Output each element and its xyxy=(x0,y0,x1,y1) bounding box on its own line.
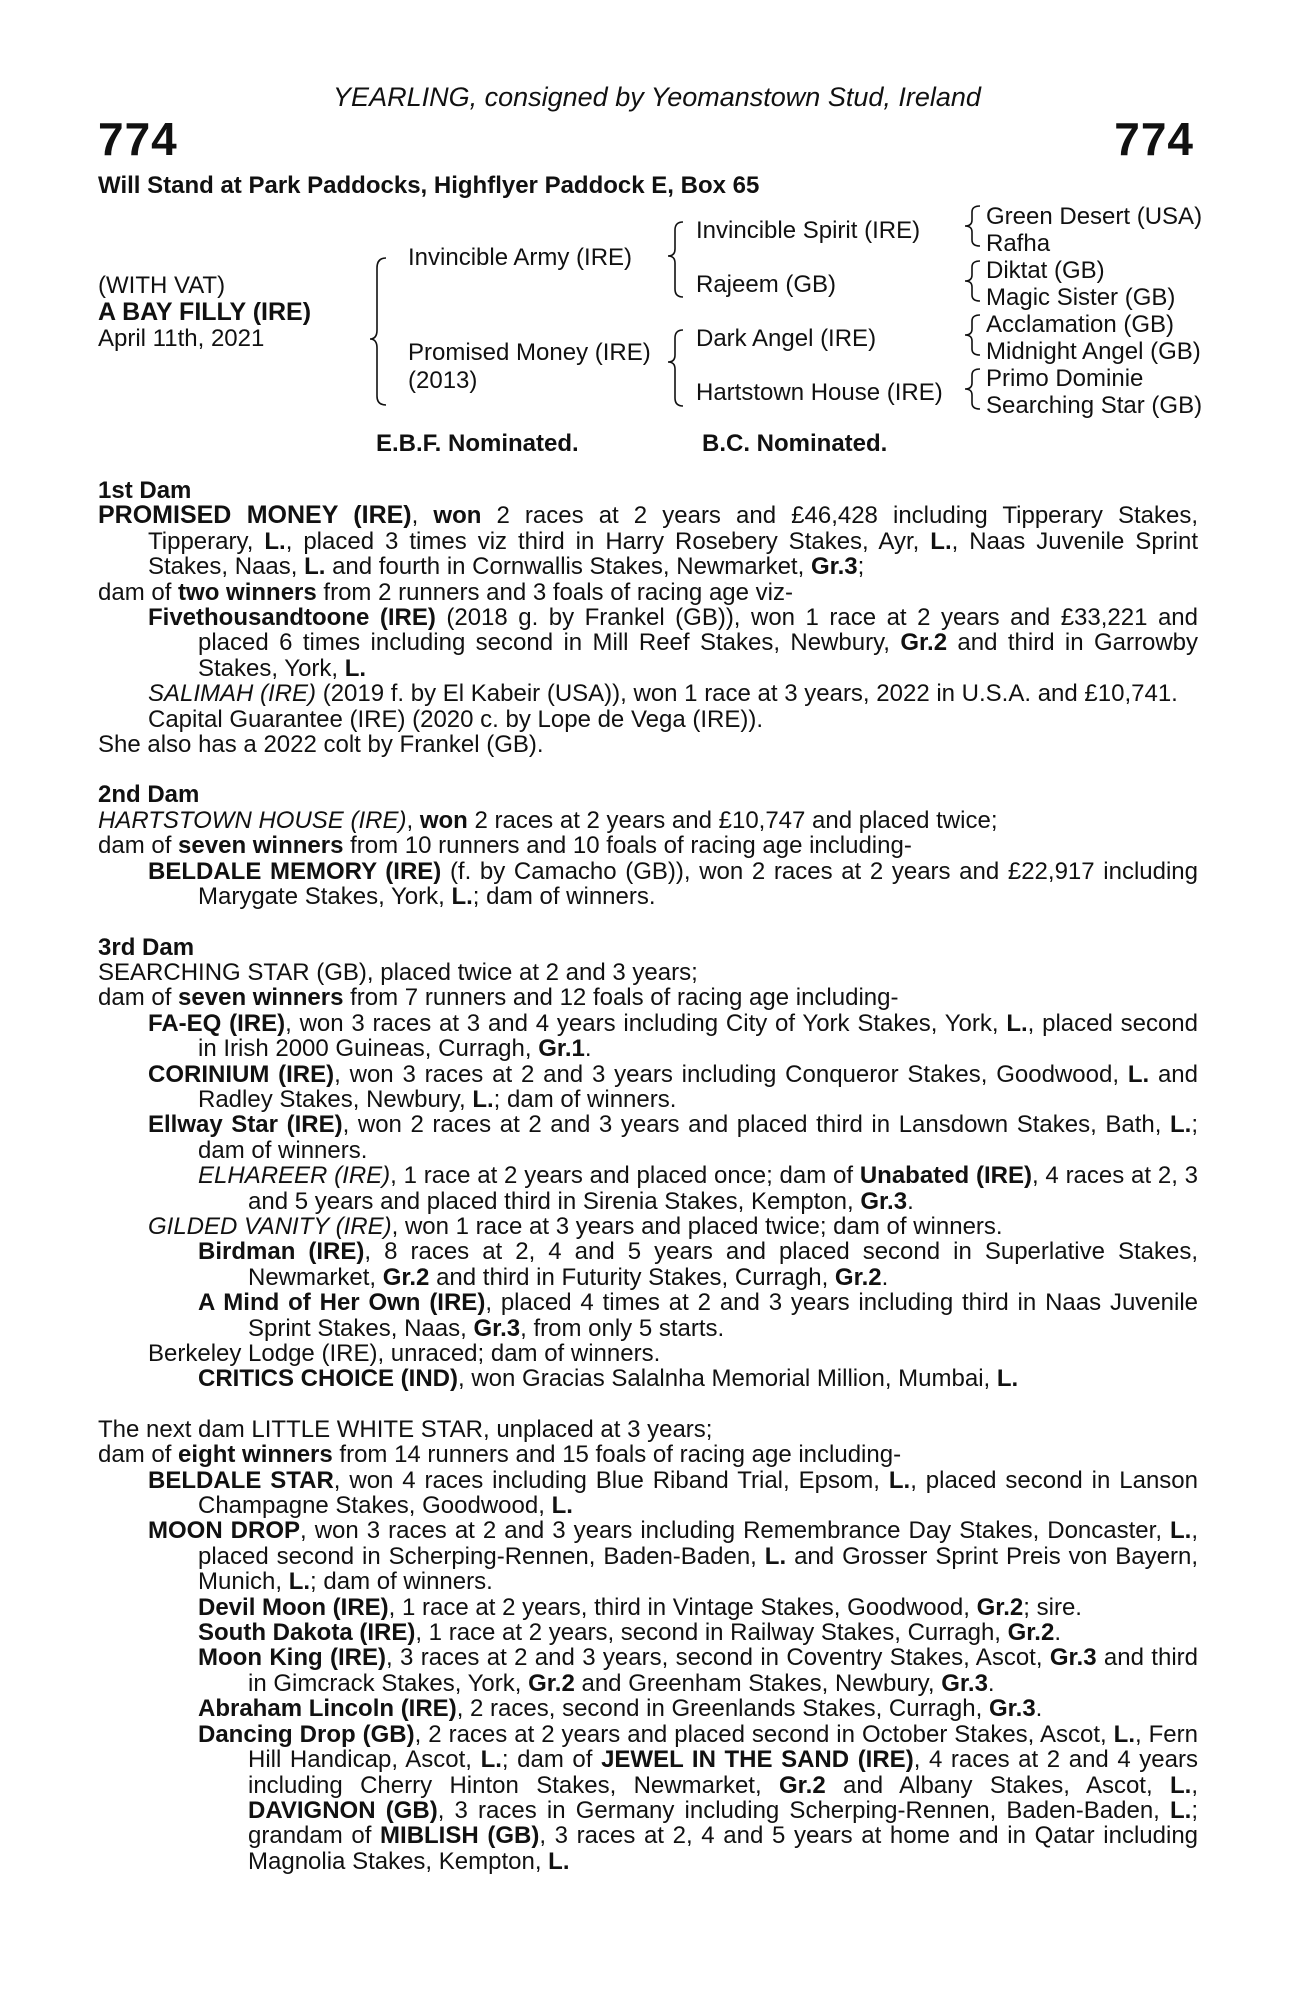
horse-name: A BAY FILLY (IRE) xyxy=(98,298,312,326)
first-dam-heading: 1st Dam xyxy=(98,477,192,504)
sire-dam-dam: Magic Sister (GB) xyxy=(986,284,1176,311)
ss-brace xyxy=(965,206,980,246)
produce-critics-choice: CRITICS CHOICE (IND), won Gracias Salalnha Memorial Million, Mumbai, L. xyxy=(198,1365,1019,1393)
produce-moon-king: Moon King (IRE), 3 races at 2 and 3 years, second in Coventry Stakes, Ascot, Gr.3 and third in Gimcrack Stakes, York, Gr.2 and Greenham Stakes, Newbury, Gr.3. xyxy=(198,1644,1198,1697)
stand-location: Will Stand at Park Paddocks, Highflyer Paddock E, Box 65 xyxy=(98,172,760,199)
dam-sire-dam: Midnight Angel (GB) xyxy=(986,338,1201,365)
produce-berkeley-lodge: Berkeley Lodge (IRE), unraced; dam of winners. xyxy=(148,1340,661,1367)
produce-beldale-star: BELDALE STAR, won 4 races including Blue Riband Trial, Epsom, L., placed second in Lanson Champagne Stakes, Goodwood, L. xyxy=(148,1466,1199,1520)
catalogue-body xyxy=(98,478,1198,1874)
dam-name-bold: PROMISED MONEY (IRE) xyxy=(98,501,412,530)
second-dam-heading: 2nd Dam xyxy=(98,781,200,809)
produce-birdman: Birdman (IRE), 8 races at 2, 4 and 5 years and placed second in Superlative Stakes, Newmarket, Gr.2 and third in Futurity Stakes, Curragh, Gr.2. xyxy=(198,1238,1198,1291)
first-dam-produce-summary: dam of two winners from 2 runners and 3 foals of racing age viz- xyxy=(98,578,793,606)
dam-sire: Dark Angel (IRE) xyxy=(696,325,877,352)
sd-brace xyxy=(965,261,980,301)
second-dam-record: HARTSTOWN HOUSE (IRE), won 2 races at 2 years and £10,747 and placed twice; xyxy=(98,806,998,834)
vat-note: (WITH VAT) xyxy=(98,272,226,299)
produce-fivethousandtoone: Fivethousandtoone (IRE) (2018 g. by Frankel (GB)), won 1 race at 2 years and £33,221 and placed 6 times including second in Mill Reef Stakes, Newbury, Gr.2 and third in Garrowby Stakes, York, L. xyxy=(148,604,1199,682)
dam-dam-dam: Searching Star (GB) xyxy=(986,392,1203,419)
dd-brace xyxy=(965,369,980,409)
dam-name: Promised Money (IRE) xyxy=(408,339,651,366)
lot-number-left: 774 xyxy=(98,113,178,165)
next-dam-record: The next dam LITTLE WHITE STAR, unplaced at 3 years; xyxy=(98,1415,713,1443)
dam-dam: Hartstown House (IRE) xyxy=(696,379,943,406)
produce-ellway-star: Ellway Star (IRE), won 2 races at 2 and 3 years and placed third in Lansdown Stakes, Bath, L.; dam of winners. xyxy=(148,1111,1198,1164)
dam-brace xyxy=(668,330,683,406)
next-dam-produce-summary: dam of eight winners from 14 runners and 15 foals of racing age including- xyxy=(98,1441,902,1469)
produce-capital-guarantee: Capital Guarantee (IRE) (2020 c. by Lope de Vega (IRE)). xyxy=(148,705,763,733)
produce-elhareer: ELHAREER (IRE), 1 race at 2 years and placed once; dam of Unabated (IRE), 4 races at 2, 3 and 5 years and placed third in Sirenia Stakes, Kempton, Gr.3. xyxy=(198,1162,1199,1215)
produce-south-dakota: South Dakota (IRE), 1 race at 2 years, second in Railway Stakes, Curragh, Gr.2. xyxy=(198,1619,1061,1647)
lot-number-right: 774 xyxy=(1114,113,1194,165)
dam-dam-sire: Primo Dominie xyxy=(986,365,1144,392)
produce-fa-eq: FA-EQ (IRE), won 3 races at 3 and 4 years including City of York Stakes, York, L., placed second in Irish 2000 Guineas, Curragh, Gr.1. xyxy=(148,1009,1198,1063)
produce-2022-colt: She also has a 2022 colt by Frankel (GB). xyxy=(98,731,544,759)
sire-sire: Invincible Spirit (IRE) xyxy=(696,217,921,244)
dam-sire-sire: Acclamation (GB) xyxy=(986,311,1175,338)
second-dam-produce-summary: dam of seven winners from 10 runners and 10 foals of racing age including- xyxy=(98,832,912,860)
sire-dam: Rajeem (GB) xyxy=(696,271,837,298)
produce-moon-drop: MOON DROP, won 3 races at 2 and 3 years including Remembrance Day Stakes, Doncaster, L., placed second in Scherping-Rennen, Baden-Baden, L. and Grosser Sprint Preis von Bayern, Munich, L.; dam of winners. xyxy=(148,1517,1198,1596)
consignor-line: YEARLING, consigned by Yeomanstown Stud, Ireland xyxy=(333,82,981,112)
produce-salimah: SALIMAH (IRE) (2019 f. by El Kabeir (USA)), won 1 race at 3 years, 2022 in U.S.A. and £10,741. xyxy=(148,680,1178,708)
sire-brace xyxy=(668,222,683,297)
foaling-date: April 11th, 2021 xyxy=(98,325,265,352)
produce-abraham-lincoln: Abraham Lincoln (IRE), 2 races, second in Greenlands Stakes, Curragh, Gr.3. xyxy=(198,1695,1043,1723)
produce-devil-moon: Devil Moon (IRE), 1 race at 2 years, third in Vintage Stakes, Goodwood, Gr.2; sire. xyxy=(198,1593,1082,1621)
third-dam-heading: 3rd Dam xyxy=(98,933,195,961)
produce-a-mind-of-her-own: A Mind of Her Own (IRE), placed 4 times at 2 and 3 years including third in Naas Juvenile Sprint Stakes, Naas, Gr.3, from only 5 starts. xyxy=(198,1289,1199,1342)
dam-year: (2013) xyxy=(408,367,478,394)
produce-gilded-vanity: GILDED VANITY (IRE), won 1 race at 3 years and placed twice; dam of winners. xyxy=(148,1212,1003,1240)
third-dam-record: SEARCHING STAR (GB), placed twice at 2 and 3 years; xyxy=(98,958,698,986)
produce-dancing-drop: Dancing Drop (GB), 2 races at 2 years and placed second in October Stakes, Ascot, L., Fern Hill Handicap, Ascot, L.; dam of JEWEL IN THE SAND (IRE), 4 races at 2 and 4 years including Cherry Hinton Stakes, Newmarket, Gr.2 and Albany Stakes, Ascot, L., DAVIGNON (GB), 3 races in Germany including Scherping-Rennen, Baden-Baden, L.; grandam of MIBLISH (GB), 3 races at 2, 4 and 5 years at home and in Qatar including Magnolia Stakes, Kempton, L. xyxy=(198,1720,1199,1875)
ds-brace xyxy=(965,315,980,355)
ebf-nomination: E.B.F. Nominated. xyxy=(376,430,579,457)
first-dam-record: PROMISED MONEY (IRE), won 2 races at 2 years and £46,428 including Tipperary Stakes, Tipperary, L., placed 3 times viz third in Harry Rosebery Stakes, Ayr, L., Naas Juvenile Sprint Stakes, Naas, L. and fourth in Cornwallis Stakes, Newmarket, Gr.3; xyxy=(98,501,1199,581)
third-dam-produce-summary: dam of seven winners from 7 runners and 12 foals of racing age including- xyxy=(98,984,899,1012)
sire-sire-dam: Rafha xyxy=(986,230,1051,257)
sire-name: Invincible Army (IRE) xyxy=(408,244,633,271)
sire-dam-sire: Diktat (GB) xyxy=(986,257,1105,284)
bc-nomination: B.C. Nominated. xyxy=(702,430,888,457)
produce-beldale-memory: BELDALE MEMORY (IRE) (f. by Camacho (GB)), won 2 races at 2 years and £22,917 including Marygate Stakes, York, L.; dam of winners. xyxy=(148,857,1198,911)
produce-corinium: CORINIUM (IRE), won 3 races at 2 and 3 years including Conqueror Stakes, Goodwood, L. and Radley Stakes, Newbury, L.; dam of winners. xyxy=(148,1060,1198,1113)
main-brace xyxy=(370,258,386,405)
sire-sire-sire: Green Desert (USA) xyxy=(986,203,1203,230)
